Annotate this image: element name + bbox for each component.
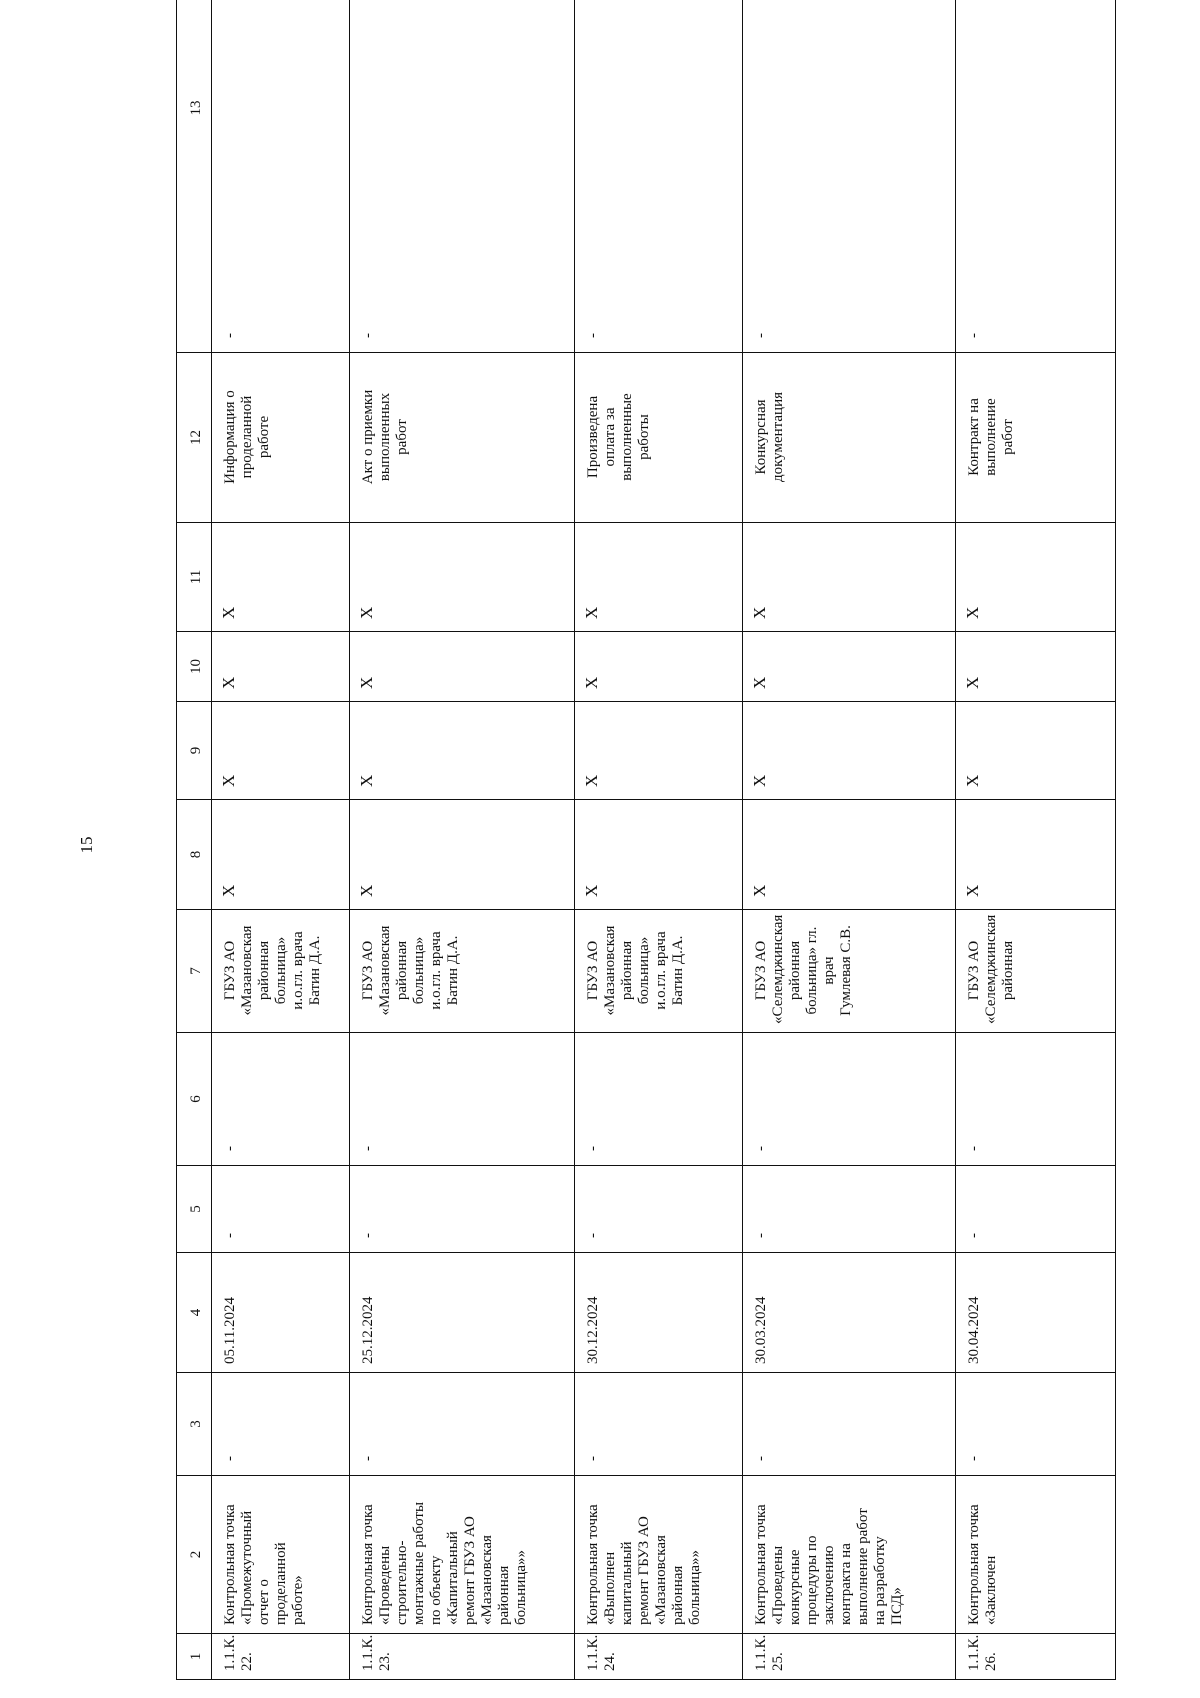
control-points-table: [176, 64, 1130, 1680]
row-result: Произведена оплата за выполненные работы: [575, 353, 743, 523]
cell-col6: -: [956, 1033, 1116, 1166]
row-result: Информация о проделанной работе: [212, 353, 350, 523]
column-number: 12: [177, 353, 212, 523]
cell-col5: -: [212, 1166, 350, 1253]
table-row: [575, 0, 743, 1680]
cell-col10: X: [956, 632, 1116, 702]
column-number: 3: [177, 1373, 212, 1476]
column-number: 8: [177, 800, 212, 910]
cell-col9: X: [350, 702, 575, 800]
cell-col11: X: [350, 523, 575, 632]
cell-col13: -: [350, 0, 575, 353]
column-number: 2: [177, 1476, 212, 1634]
cell-col3: -: [743, 1373, 956, 1476]
row-date: 05.11.2024: [212, 1253, 350, 1373]
cell-col3: -: [956, 1373, 1116, 1476]
cell-col13: -: [575, 0, 743, 353]
cell-col3: -: [350, 1373, 575, 1476]
column-number: 9: [177, 702, 212, 800]
column-number-row: [177, 0, 212, 1680]
row-name: Контрольная точка «Промежуточный отчет о проделанной работе»: [212, 1476, 350, 1634]
cell-col10: X: [350, 632, 575, 702]
row-responsible: ГБУЗ АО «Селемджинская районная больница» гл. врач Гумлевая С.В.: [743, 910, 956, 1033]
cell-col13: -: [212, 0, 350, 353]
cell-col9: X: [575, 702, 743, 800]
row-name: Контрольная точка «Проведены конкурсные процедуры по заключению контракта на выполнение работ на разработку ПСД»: [743, 1476, 956, 1634]
cell-col5: -: [350, 1166, 575, 1253]
row-date: 25.12.2024: [350, 1253, 575, 1373]
row-name: Контрольная точка «Заключен: [956, 1476, 1116, 1634]
cell-col10: X: [743, 632, 956, 702]
cell-col11: X: [956, 523, 1116, 632]
column-number: 13: [177, 0, 212, 353]
row-name: Контрольная точка «Выполнен капитальный ремонт ГБУЗ АО «Мазановская районная больница»»: [575, 1476, 743, 1634]
table-row: [956, 0, 1116, 1680]
cell-col5: -: [956, 1166, 1116, 1253]
cell-col9: X: [956, 702, 1116, 800]
row-code: 1.1.К. 23.: [350, 1634, 575, 1680]
column-number: 11: [177, 523, 212, 632]
table-row: [743, 0, 956, 1680]
cell-col11: X: [575, 523, 743, 632]
cell-col5: -: [575, 1166, 743, 1253]
row-responsible: ГБУЗ АО «Селемджинская районная: [956, 910, 1116, 1033]
column-number: 6: [177, 1033, 212, 1166]
cell-col6: -: [212, 1033, 350, 1166]
cell-col13: -: [956, 0, 1116, 353]
row-date: 30.12.2024: [575, 1253, 743, 1373]
row-name: Контрольная точка «Проведены строительно- монтажные работы по объекту «Капитальный ремонт ГБУЗ АО «Мазановская районная больница»»: [350, 1476, 575, 1634]
row-code: 1.1.К. 22.: [212, 1634, 350, 1680]
cell-col10: X: [212, 632, 350, 702]
row-code: 1.1.К. 24.: [575, 1634, 743, 1680]
cell-col6: -: [743, 1033, 956, 1166]
row-responsible: ГБУЗ АО «Мазановская районная больница» и.о.гл. врача Батин Д.А.: [575, 910, 743, 1033]
cell-col10: X: [575, 632, 743, 702]
cell-col8: X: [575, 800, 743, 910]
cell-col3: -: [575, 1373, 743, 1476]
column-number: 7: [177, 910, 212, 1033]
cell-col9: X: [212, 702, 350, 800]
cell-col8: X: [212, 800, 350, 910]
row-code: 1.1.К. 25.: [743, 1634, 956, 1680]
row-result: Акт о приемки выполненных работ: [350, 353, 575, 523]
cell-col11: X: [212, 523, 350, 632]
cell-col6: -: [350, 1033, 575, 1166]
row-code: 1.1.К. 26.: [956, 1634, 1116, 1680]
table-row: [212, 0, 350, 1680]
row-result: Контракт на выполнение работ: [956, 353, 1116, 523]
cell-col8: X: [350, 800, 575, 910]
column-number: 5: [177, 1166, 212, 1253]
cell-col8: X: [956, 800, 1116, 910]
column-number: 4: [177, 1253, 212, 1373]
page-number: 15: [77, 836, 96, 854]
cell-col6: -: [575, 1033, 743, 1166]
column-number: 10: [177, 632, 212, 702]
table-row: [350, 0, 575, 1680]
row-responsible: ГБУЗ АО «Мазановская районная больница» и.о.гл. врача Батин Д.А.: [350, 910, 575, 1033]
cell-col9: X: [743, 702, 956, 800]
cell-col13: -: [743, 0, 956, 353]
row-responsible: ГБУЗ АО «Мазановская районная больница» и.о.гл. врача Батин Д.А.: [212, 910, 350, 1033]
cell-col5: -: [743, 1166, 956, 1253]
cell-col8: X: [743, 800, 956, 910]
column-number: 1: [177, 1634, 212, 1680]
cell-col3: -: [212, 1373, 350, 1476]
row-date: 30.03.2024: [743, 1253, 956, 1373]
row-date: 30.04.2024: [956, 1253, 1116, 1373]
cell-col11: X: [743, 523, 956, 632]
row-result: Конкурсная документация: [743, 353, 956, 523]
